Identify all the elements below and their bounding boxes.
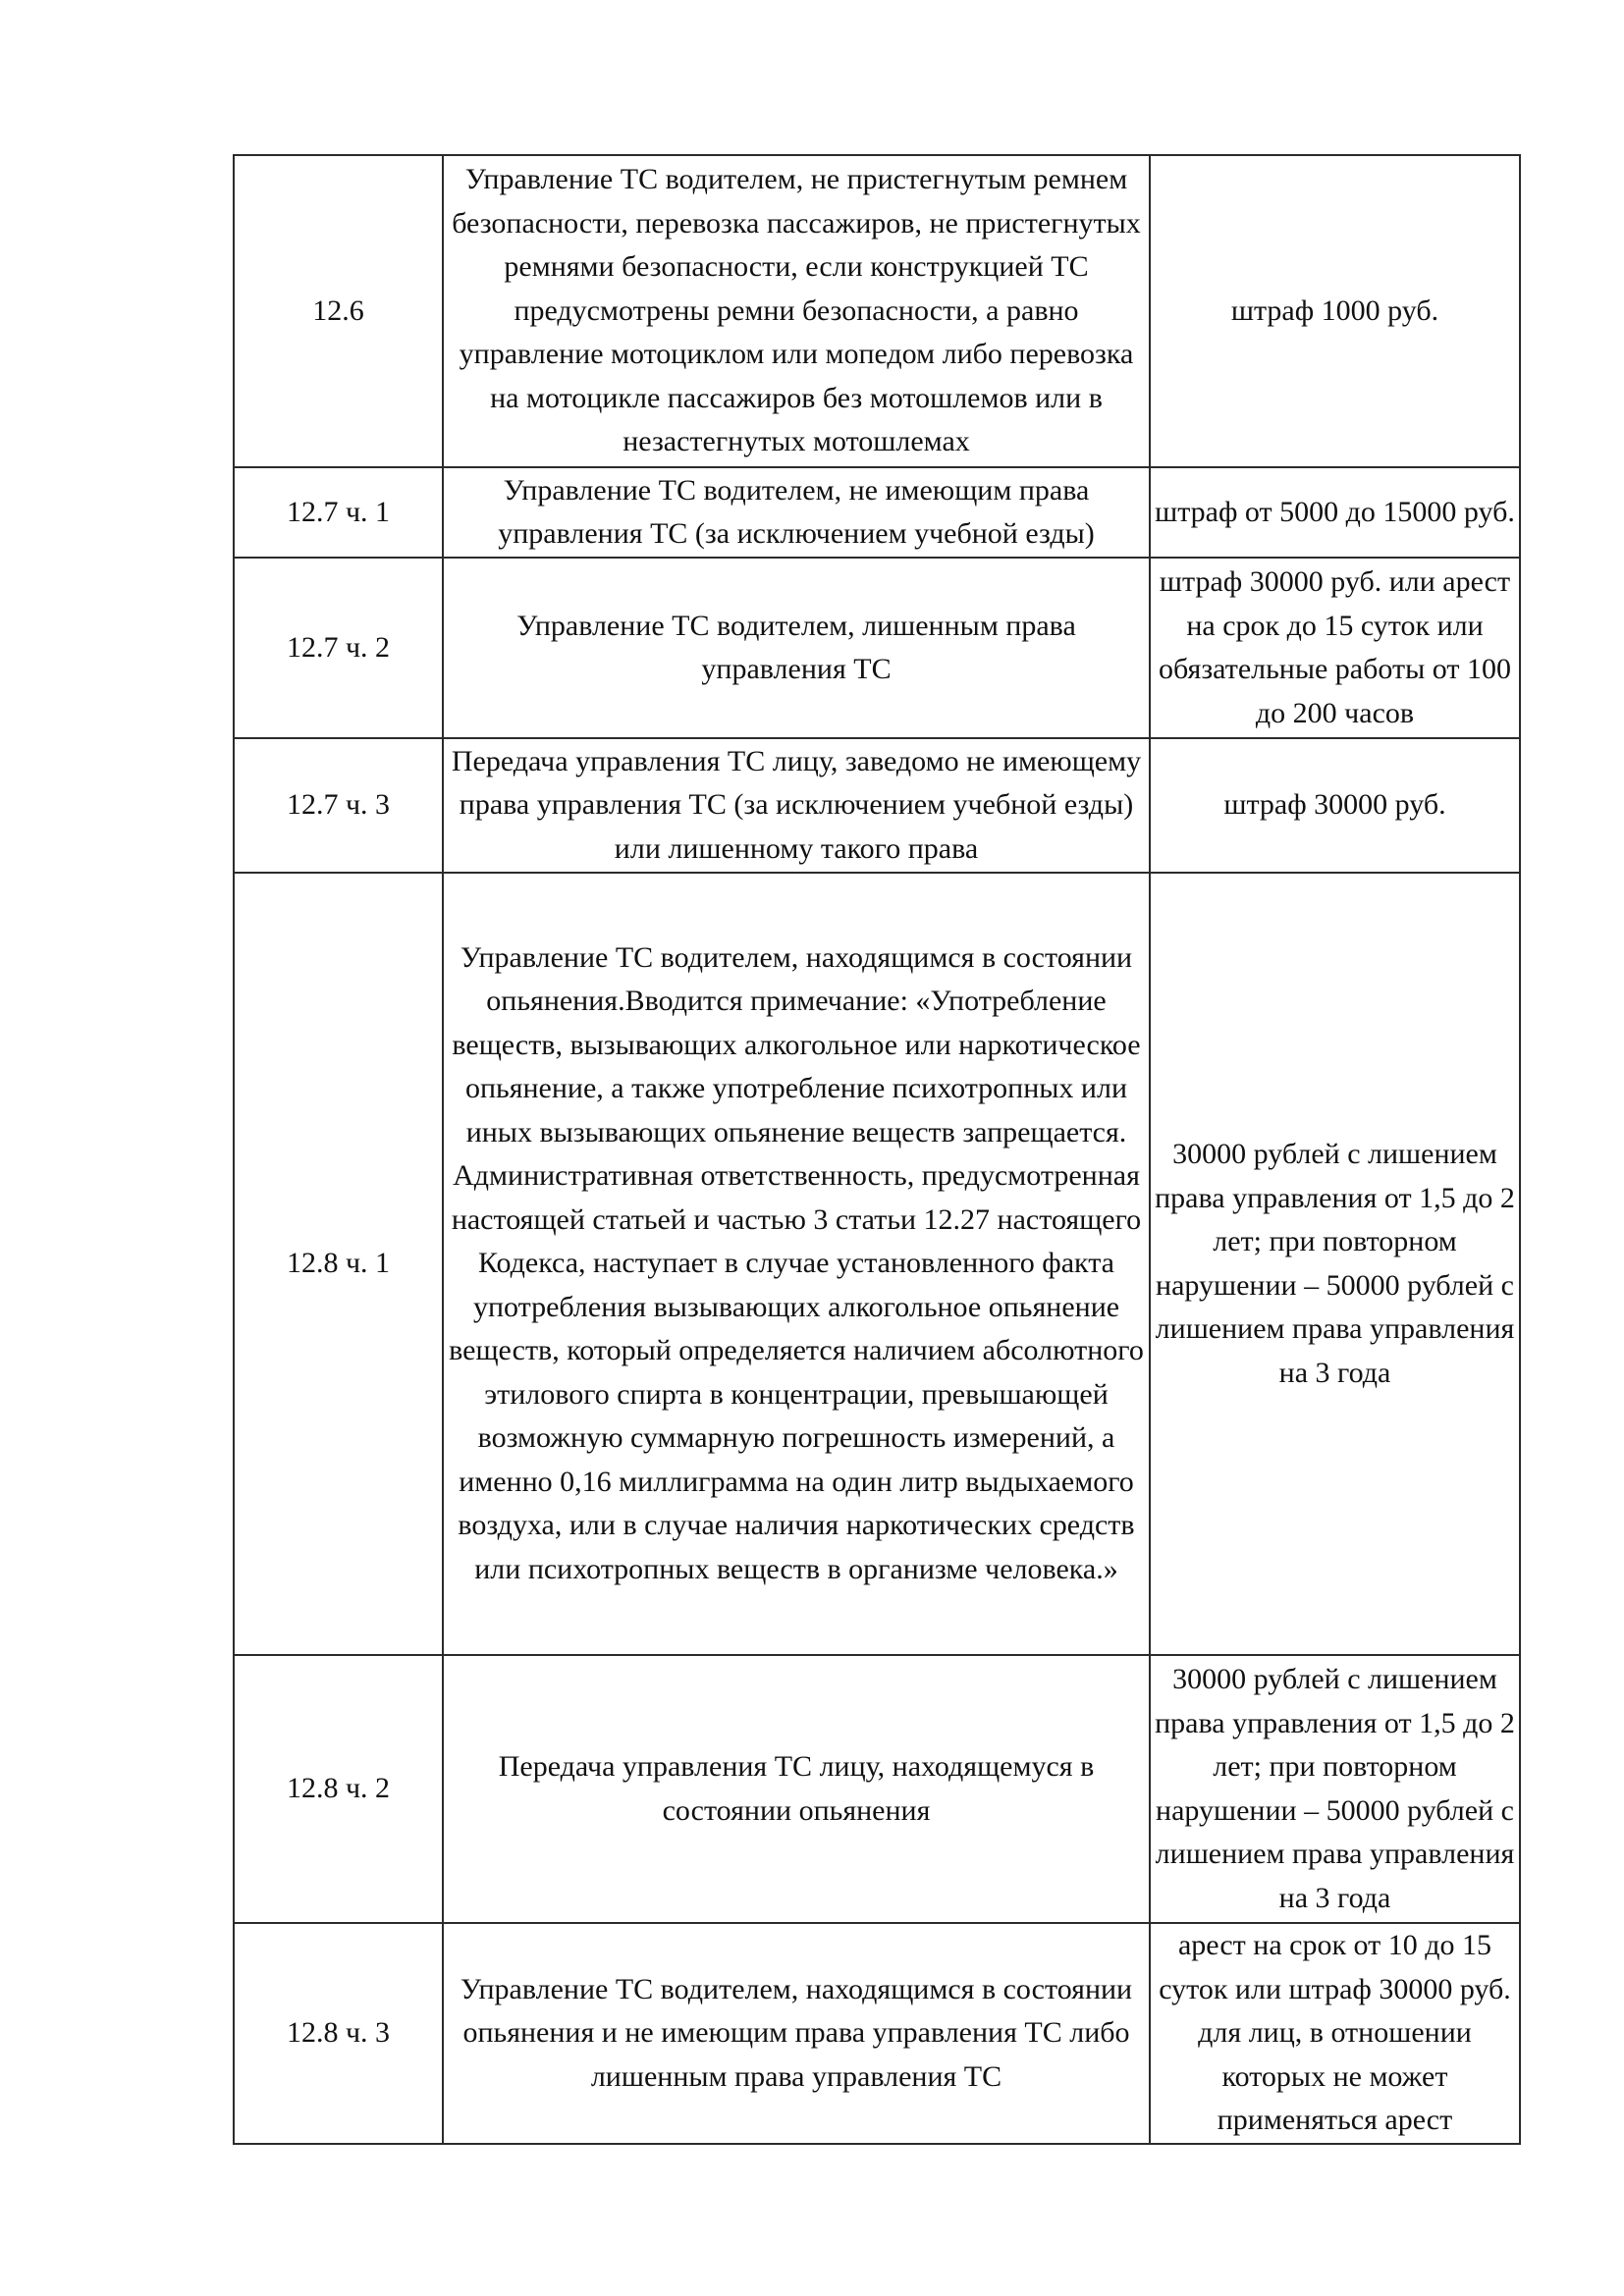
table-row (234, 873, 1520, 1655)
violation-description: Передача управления ТС лицу, заведомо не имеющему права управления ТС (за исключением учебной езды) или лишенному такого права (443, 738, 1150, 873)
violation-description: Управление ТС водителем, лишенным права управления ТС (443, 558, 1150, 738)
table-row (234, 558, 1520, 738)
table-row (234, 155, 1520, 467)
penalty: 30000 рублей с лишением права управления от 1,5 до 2 лет; при повторном нарушении – 50000 рублей с лишением права управления на 3 года (1150, 1655, 1520, 1923)
violation-description: Передача управления ТС лицу, находящемуся в состоянии опьянения (443, 1655, 1150, 1923)
article-number: 12.7 ч. 2 (234, 558, 443, 738)
penalty: штраф 1000 руб. (1150, 155, 1520, 467)
table-row (234, 1923, 1520, 2144)
penalty: штраф 30000 руб. или арест на срок до 15 суток или обязательные работы от 100 до 200 часов (1150, 558, 1520, 738)
penalty: 30000 рублей с лишением права управления от 1,5 до 2 лет; при повторном нарушении – 50000 рублей с лишением права управления на 3 года (1150, 873, 1520, 1655)
article-number: 12.7 ч. 3 (234, 738, 443, 873)
penalties-table (233, 154, 1521, 2145)
violation-description: Управление ТС водителем, не пристегнутым ремнем безопасности, перевозка пассажиров, не пристегнутых ремнями безопасности, если конструкцией ТС предусмотрены ремни безопасности, а равно управление мотоциклом или мопедом либо перевозка на мотоцикле пассажиров без мотошлемов или в незастегнутых мотошлемах (443, 155, 1150, 467)
article-number: 12.8 ч. 3 (234, 1923, 443, 2144)
article-number: 12.8 ч. 2 (234, 1655, 443, 1923)
article-number: 12.7 ч. 1 (234, 467, 443, 558)
table-row (234, 1655, 1520, 1923)
table-row (234, 738, 1520, 873)
article-number: 12.6 (234, 155, 443, 467)
violation-description: Управление ТС водителем, находящимся в состоянии опьянения и не имеющим права управления ТС либо лишенным права управления ТС (443, 1923, 1150, 2144)
penalty: штраф 30000 руб. (1150, 738, 1520, 873)
penalty: штраф от 5000 до 15000 руб. (1150, 467, 1520, 558)
violation-description: Управление ТС водителем, не имеющим права управления ТС (за исключением учебной езды) (443, 467, 1150, 558)
violation-description: Управление ТС водителем, находящимся в состоянии опьянения.Вводится примечание: «Употребление веществ, вызывающих алкогольное или наркотическое опьянение, а также употребление психотропных или иных вызывающих опьянение веществ запрещается. Административная ответственность, предусмотренная настоящей статьей и частью 3 статьи 12.27 настоящего Кодекса, наступает в случае установленного факта употребления вызывающих алкогольное опьянение веществ, который определяется наличием абсолютного этилового спирта в концентрации, превышающей возможную суммарную погрешность измерений, а именно 0,16 миллиграмма на один литр выдыхаемого воздуха, или в случае наличия наркотических средств или психотропных веществ в организме человека.» (443, 873, 1150, 1655)
article-number: 12.8 ч. 1 (234, 873, 443, 1655)
table-row (234, 467, 1520, 558)
penalty: арест на срок от 10 до 15 суток или штраф 30000 руб. для лиц, в отношении которых не может применяться арест (1150, 1923, 1520, 2144)
